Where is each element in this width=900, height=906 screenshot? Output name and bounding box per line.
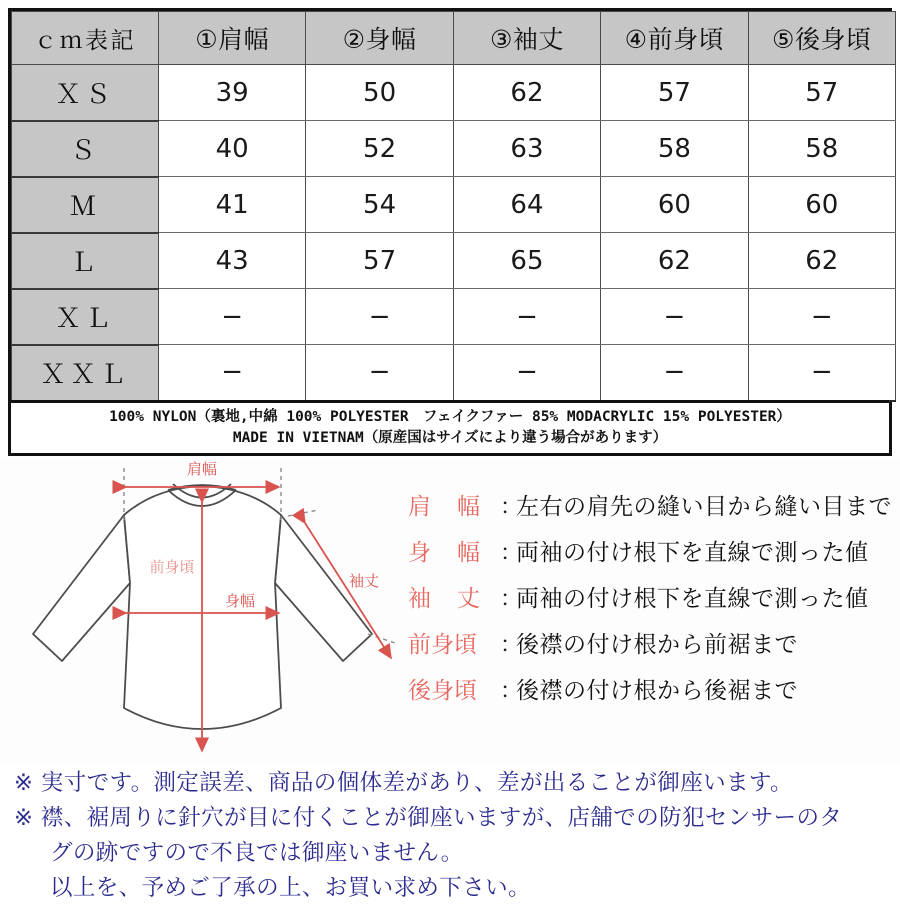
legend-colon: ：: [500, 679, 523, 704]
material-line-origin: MADE IN VIETNAM（原産国はサイズにより違う場合があります）: [232, 430, 668, 446]
legend-item-shoulder-width: [408, 488, 900, 534]
cell-sleeve-length: 62: [453, 65, 600, 121]
legend-colon: ：: [500, 633, 523, 658]
cell-back-body: 57: [748, 65, 895, 121]
diagram-label-body-width: 身幅: [224, 592, 256, 610]
cell-front-body: 57: [601, 65, 748, 121]
legend-term: 袖丈: [408, 586, 506, 612]
column-header-body-width: ②身幅: [306, 12, 453, 65]
cell-front-body: 60: [601, 177, 748, 233]
cell-back-body: 60: [748, 177, 895, 233]
legend-description: 両袖の付け根下を直線で測った値: [516, 586, 869, 612]
legend-item-sleeve-length: [408, 580, 900, 626]
material-line-composition: 100% NYLON（裏地,中綿 100% POLYESTER フェイクファー 85% MODACRYLIC 15% POLYESTER）: [109, 408, 791, 425]
measurement-legend: [408, 488, 900, 718]
cell-sleeve-length: −: [453, 345, 600, 401]
legend-term: 後身頃: [408, 678, 477, 704]
table-row: [12, 121, 896, 177]
legend-item-body-width: [408, 534, 900, 580]
diagram-label-sleeve-length: 袖丈: [348, 572, 380, 590]
cell-back-body: −: [748, 289, 895, 345]
cell-front-body: −: [601, 345, 748, 401]
cell-shoulder-width: 40: [159, 121, 306, 177]
table-body: [12, 65, 896, 401]
table-row: [12, 65, 896, 121]
note-line: グの跡ですので不良では御座いません。: [50, 839, 464, 866]
table-header-row: [12, 12, 896, 65]
legend-item-back-body: [408, 672, 900, 718]
cell-shoulder-width: −: [159, 289, 306, 345]
cell-body-width: −: [306, 289, 453, 345]
table-row: [12, 345, 896, 401]
row-size-label: Ｌ: [12, 233, 159, 289]
table-row: [12, 289, 896, 345]
disclaimer-notes: [14, 766, 894, 906]
legend-term: 前身頃: [408, 632, 477, 658]
cell-shoulder-width: −: [159, 345, 306, 401]
row-size-label: Ｓ: [12, 121, 159, 177]
column-header-front-body: ④前身頃: [601, 12, 748, 65]
cell-sleeve-length: 63: [453, 121, 600, 177]
cell-body-width: 54: [306, 177, 453, 233]
legend-description: 両袖の付け根下を直線で測った値: [516, 540, 869, 566]
legend-colon: ：: [500, 495, 523, 520]
cell-front-body: 62: [601, 233, 748, 289]
table-row: [12, 233, 896, 289]
row-size-label: ＸＸＬ: [12, 345, 159, 401]
table-row: [12, 177, 896, 233]
note-line: 以上を、予めご了承の上、お買い求め下さい。: [50, 874, 531, 901]
row-size-label: ＸＬ: [12, 289, 159, 345]
cell-back-body: 58: [748, 121, 895, 177]
column-header-shoulder-width: ①肩幅: [159, 12, 306, 65]
cell-front-body: −: [601, 289, 748, 345]
legend-colon: ：: [500, 587, 523, 612]
column-header-sleeve-length: ③袖丈: [453, 12, 600, 65]
table-header: [12, 12, 896, 65]
cell-shoulder-width: 41: [159, 177, 306, 233]
row-size-label: Ｍ: [12, 177, 159, 233]
cell-sleeve-length: −: [453, 289, 600, 345]
measurements-table: [11, 11, 896, 402]
guide-sleeve-bottom: [368, 634, 398, 644]
cell-back-body: 62: [748, 233, 895, 289]
cell-front-body: 58: [601, 121, 748, 177]
note-line: ※ 実寸です。測定誤差、商品の個体差があり、差が出ることが御座います。: [14, 770, 793, 796]
column-header-size: ｃｍ表記: [12, 12, 159, 65]
cell-sleeve-length: 65: [453, 233, 600, 289]
note-line: ※ 襟、裾周りに針穴が目に付くことが御座いますが、店舗での防犯センサーのタ: [14, 804, 843, 831]
cell-back-body: −: [748, 345, 895, 401]
cell-body-width: 50: [306, 65, 453, 121]
cell-body-width: 57: [306, 233, 453, 289]
legend-colon: ：: [500, 541, 523, 566]
column-header-back-body: ⑤後身頃: [748, 12, 895, 65]
cell-shoulder-width: 43: [159, 233, 306, 289]
legend-term: 肩幅: [408, 494, 506, 520]
legend-description: 左右の肩先の縫い目から縫い目まで: [516, 494, 892, 520]
material-composition: [11, 400, 889, 453]
cell-body-width: 52: [306, 121, 453, 177]
row-size-label: ＸＳ: [12, 65, 159, 121]
legend-description: 後襟の付け根から前裾まで: [516, 632, 798, 658]
cell-sleeve-length: 64: [453, 177, 600, 233]
legend-description: 後襟の付け根から後裾まで: [516, 678, 798, 704]
cell-shoulder-width: 39: [159, 65, 306, 121]
legend-item-front-body: [408, 626, 900, 672]
cell-body-width: −: [306, 345, 453, 401]
diagram-label-front-body: 前身頃: [149, 558, 195, 576]
size-chart-table: [8, 8, 892, 456]
guide-sleeve-top: [288, 510, 318, 516]
legend-term: 身幅: [408, 540, 506, 566]
diagram-label-shoulder-width: 肩幅: [186, 460, 218, 478]
